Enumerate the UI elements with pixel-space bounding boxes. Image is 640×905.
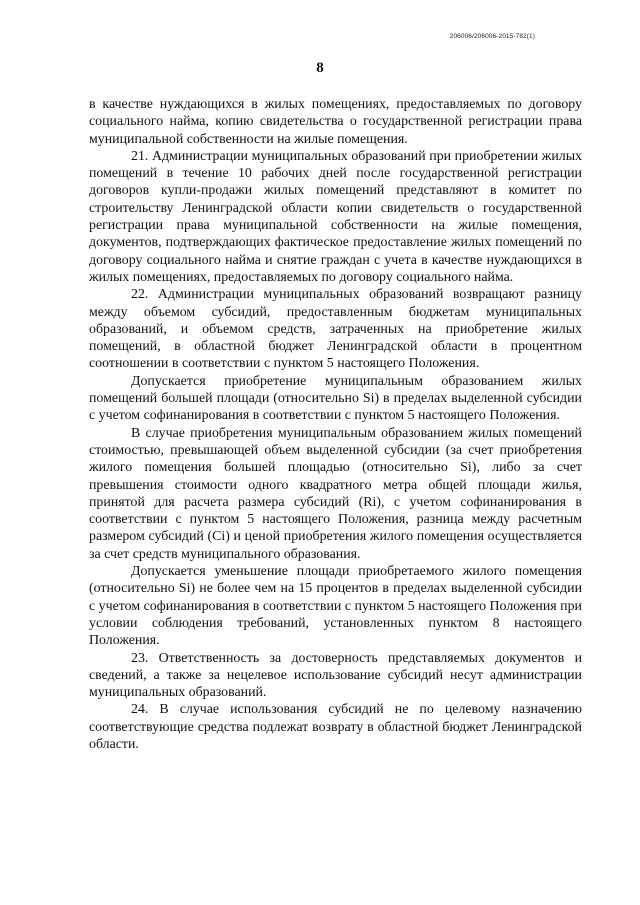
paragraph-item-21: 21. Администрации муниципальных образований при приобретении жилых помещений в течение 10 рабочих дней после государственной регистрации договоров купли-продажи жилых помещений представляют в комитет по строительству Ленинградской области копии свидетельств о государственной регистрации права муниципальной собственности на жилые помещения, документов, подтверждающих фактическое предоставление жилых помещений по договору социального найма и снятие граждан с учета в качестве нуждающихся в жилых помещениях, предоставляемых по договору социального найма. xyxy=(89,148,582,285)
document-body xyxy=(89,96,582,753)
document-id: 206006/206006-2015-782(1) xyxy=(449,33,535,40)
paragraph-continuation: в качестве нуждающихся в жилых помещениях, предоставляемых по договору социального найма, копию свидетельства о государственной регистрации права муниципальной собственности на жилые помещения. xyxy=(89,97,582,147)
paragraph-larger-area: Допускается приобретение муниципальным образованием жилых помещений большей площади (относительно Si) в пределах выделенной субсидии с учетом софинанирования в соответствии с пунктом 5 настоящего Положения. xyxy=(89,373,582,424)
paragraph-item-23: 23. Ответственность за достоверность представляемых документов и сведений, а также за нецелевое использование субсидий несут администрации муниципальных образований. xyxy=(89,650,582,701)
paragraph-area-reduction: Допускается уменьшение площади приобретаемого жилого помещения (относительно Si) не более чем на 15 процентов в пределах выделенной субсидии с учетом софинанирования в соответствии с пунктом 5 настоящего Положения при условии соблюдения требований, установленных пунктом 8 настоящего Положения. xyxy=(89,564,582,649)
page-number: 8 xyxy=(316,60,324,76)
paragraph-item-22: 22. Администрации муниципальных образований возвращают разницу между объемом субсидий, предоставленным бюджетам муниципальных образований, и объемом средств, затраченных на приобретение жилых помещений, в областной бюджет Ленинградской области в процентном соотношении в соответствии с пунктом 5 настоящего Положения. xyxy=(89,287,582,372)
paragraph-item-24: 24. В случае использования субсидий не по целевому назначению соответствующие средства подлежат возврату в областной бюджет Ленинградской области. xyxy=(89,702,582,752)
paragraph-cost-excess: В случае приобретения муниципальным образованием жилых помещений стоимостью, превышающей объем выделенной субсидии (за счет приобретения жилого помещения большей площадью (относительно Si), либо за счет превышения стоимости одного квадратного метра общей площади жилья, принятой для расчета размера субсидий (Ri), с учетом софинанирования в соответствии с пунктом 5 настоящего Положения, разница между расчетным размером субсидий (Ci) и ценой приобретения жилого помещения осуществляется за счет средств муниципального образования. xyxy=(89,425,582,562)
